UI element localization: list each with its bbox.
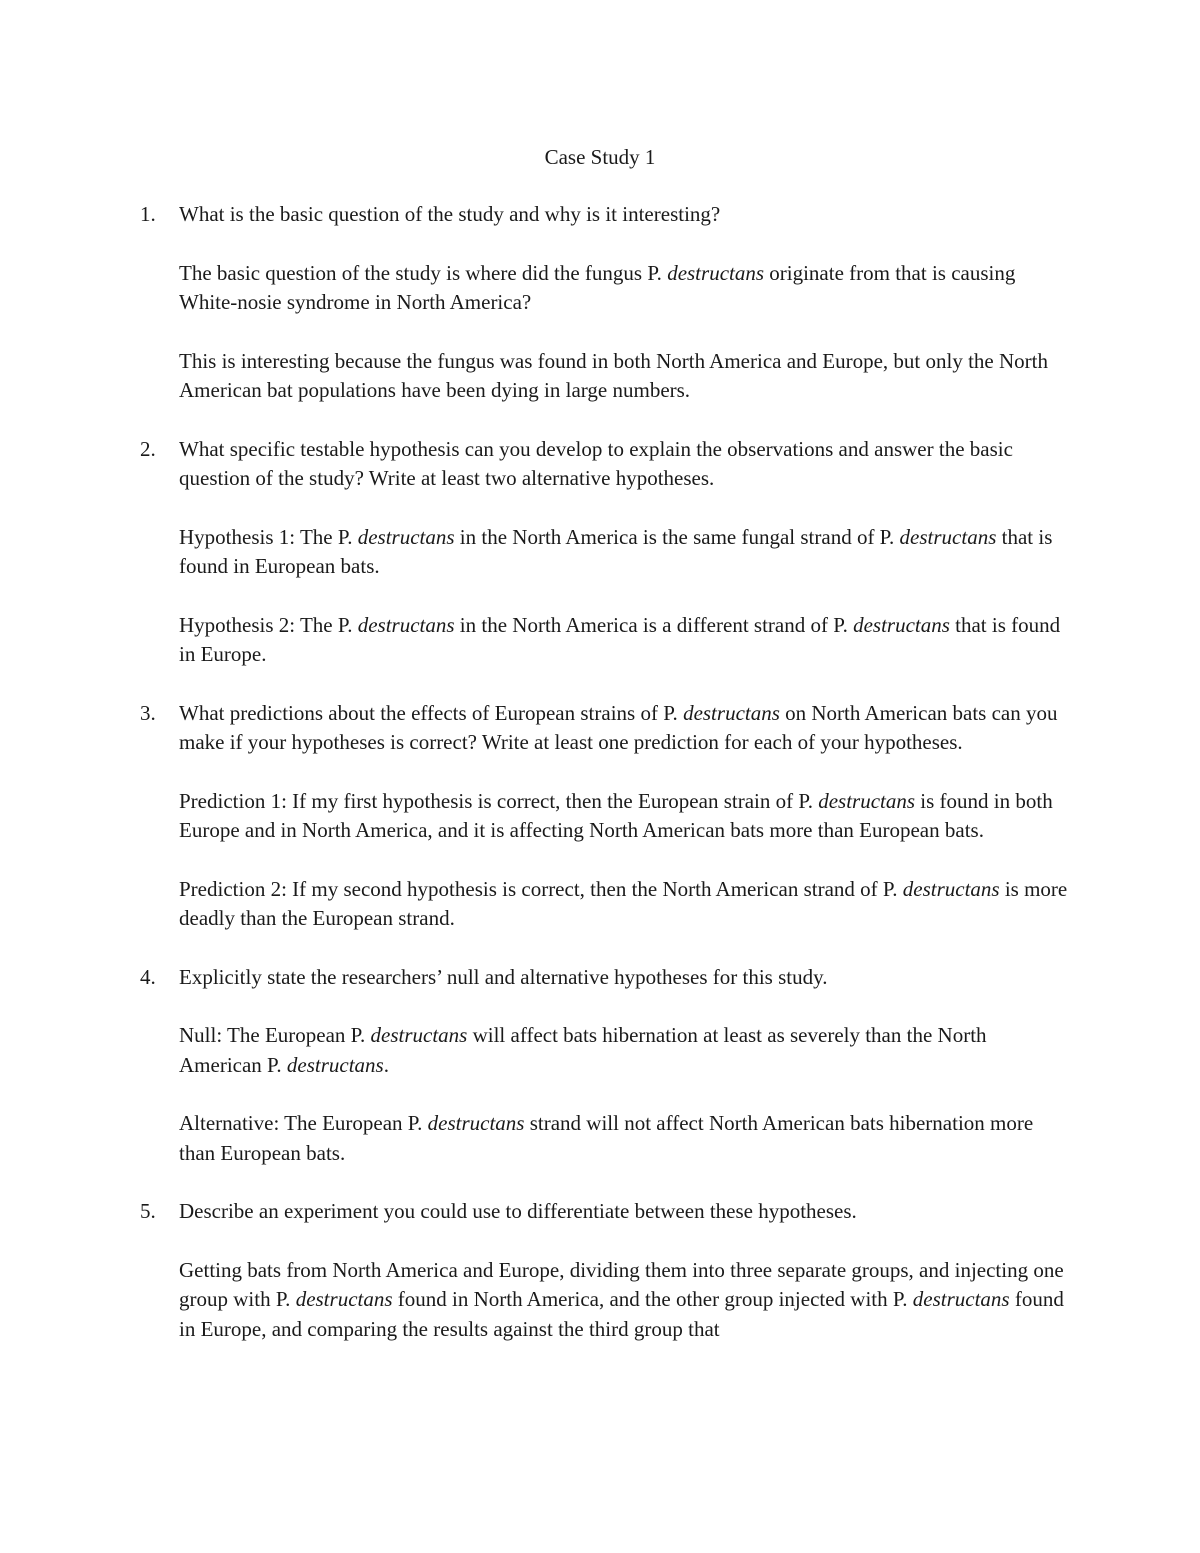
question-item-4 (140, 963, 1070, 1169)
question-number: 4. (140, 964, 156, 989)
question-text: What is the basic question of the study and why is it interesting? (179, 202, 721, 226)
question-item-2 (140, 435, 1070, 670)
question-text: What specific testable hypothesis can you develop to explain the observations and answer the basic question of the study? Write at least two alternative hypotheses. (179, 436, 1013, 490)
answer-paragraph: Prediction 2: If my second hypothesis is correct, then the North American strand of P. destructans is more deadly than the European strand. (179, 876, 1068, 930)
answer-paragraph: Hypothesis 1: The P. destructans in the North America is the same fungal strand of P. destructans that is found in European bats. (179, 524, 1053, 578)
document-title: Case Study 1 (544, 145, 656, 169)
question-item-3 (140, 699, 1070, 934)
answer-paragraph: Hypothesis 2: The P. destructans in the North America is a different strand of P. destructans that is found in Europe. (179, 612, 1061, 666)
answer-paragraph: Alternative: The European P. destructans strand will not affect North American bats hibernation more than European bats. (179, 1111, 1034, 1165)
question-number: 3. (140, 700, 156, 725)
question-text: Describe an experiment you could use to differentiate between these hypotheses. (179, 1199, 857, 1223)
answer-paragraph: Prediction 1: If my first hypothesis is correct, then the European strain of P. destructans is found in both Europe and in North America, and it is affecting North American bats more than European bats. (179, 788, 1053, 842)
answer-paragraph: The basic question of the study is where did the fungus P. destructans originate from that is causing White-nosie syndrome in North America? (179, 260, 1016, 314)
question-number: 2. (140, 436, 156, 461)
question-text: Explicitly state the researchers’ null and alternative hypotheses for this study. (179, 964, 828, 989)
question-item-5 (140, 1197, 1070, 1344)
question-number: 1. (140, 202, 156, 226)
answer-paragraph: Getting bats from North America and Europe, dividing them into three separate groups, and injecting one group with P. destructans found in North America, and the other group injected with P. destructans found in Europe, and comparing the results against the third group that (179, 1257, 1064, 1341)
question-text: What predictions about the effects of European strains of P. destructans on North American bats can you make if your hypotheses is correct? Write at least one prediction for each of your hypotheses. (179, 700, 1058, 754)
answer-paragraph: This is interesting because the fungus was found in both North America and Europe, but only the North American bat populations have been dying in large numbers. (179, 348, 1048, 402)
question-number: 5. (140, 1199, 156, 1223)
question-list (140, 200, 1070, 1373)
question-item-1 (140, 200, 1070, 406)
answer-paragraph: Null: The European P. destructans will affect bats hibernation at least as severely than the North American P. destructans. (179, 1023, 987, 1077)
